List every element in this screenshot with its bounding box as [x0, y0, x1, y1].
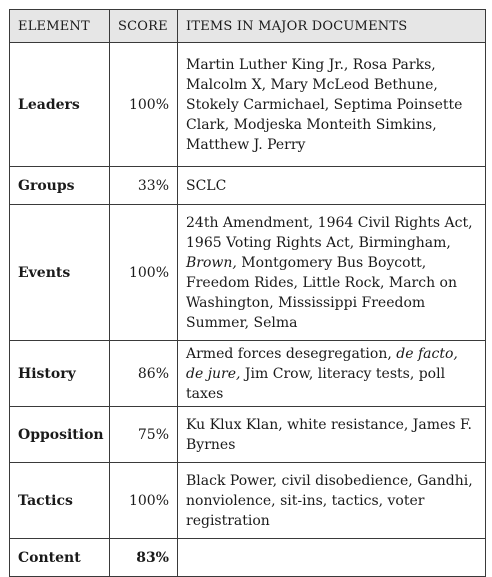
- items-text: Ku Klux Klan, white resistance, James F. Byrnes: [186, 416, 472, 453]
- items-cell: [178, 407, 486, 463]
- total-score-cell: 83%: [110, 539, 178, 577]
- element-cell: Opposition: [10, 407, 110, 463]
- element-cell: Groups: [10, 167, 110, 205]
- element-cell: Events: [10, 205, 110, 341]
- element-cell: Leaders: [10, 43, 110, 167]
- header-score: SCORE: [110, 10, 178, 43]
- score-cell: 100%: [110, 43, 178, 167]
- total-items-cell: [178, 539, 486, 577]
- element-cell: Tactics: [10, 463, 110, 539]
- italic-term: Brown,: [186, 254, 237, 271]
- rubric-table: [9, 9, 486, 577]
- total-row: [10, 539, 486, 577]
- score-cell: 86%: [110, 341, 178, 407]
- score-cell: 100%: [110, 205, 178, 341]
- score-cell: 100%: [110, 463, 178, 539]
- items-text: 24th Amendment, 1964 Civil Rights Act, 1965 Voting Rights Act, Birmingham,: [186, 214, 473, 251]
- header-row: [10, 10, 486, 43]
- items-cell: [178, 43, 486, 167]
- items-text: Armed forces desegregation,: [186, 345, 397, 362]
- table-row: [10, 167, 486, 205]
- items-text: Jim Crow, literacy tests, poll taxes: [186, 365, 446, 402]
- table-row: [10, 205, 486, 341]
- table-row: [10, 407, 486, 463]
- element-cell: History: [10, 341, 110, 407]
- items-cell: [178, 167, 486, 205]
- items-text: SCLC: [186, 177, 227, 194]
- items-text: Martin Luther King Jr., Rosa Parks, Malcolm X, Mary McLeod Bethune, Stokely Carmichael, Septima Poinsette Clark, Modjeska Monteith Simkins, Matthew J. Perry: [186, 56, 463, 153]
- items-cell: [178, 341, 486, 407]
- header-element: ELEMENT: [10, 10, 110, 43]
- score-cell: 33%: [110, 167, 178, 205]
- items-text: Black Power, civil disobedience, Gandhi, nonviolence, sit-ins, tactics, voter registration: [186, 472, 473, 529]
- table-row: [10, 43, 486, 167]
- score-cell: 75%: [110, 407, 178, 463]
- items-cell: [178, 205, 486, 341]
- items-cell: [178, 463, 486, 539]
- items-text: Montgomery Bus Boycott, Freedom Rides, Little Rock, March on Washington, Mississippi Freedom Summer, Selma: [186, 254, 458, 331]
- italic-term: de facto, de jure,: [186, 345, 458, 382]
- table-row: [10, 341, 486, 407]
- header-items: ITEMS IN MAJOR DOCUMENTS: [178, 10, 486, 43]
- total-element-cell: Content: [10, 539, 110, 577]
- table-row: [10, 463, 486, 539]
